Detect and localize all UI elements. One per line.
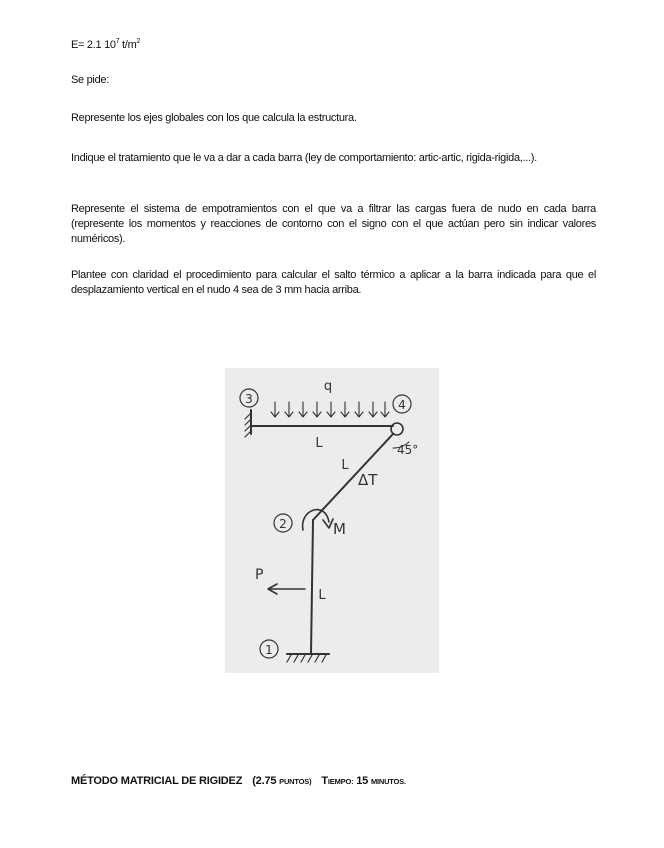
points-word: PUNTOS) — [279, 777, 312, 786]
node-3-label: 3 — [245, 392, 253, 406]
column-2-1 — [311, 520, 313, 654]
material-modulus — [71, 34, 596, 53]
modulus-exponent: 7 — [115, 38, 120, 45]
time-label: IEMPO: — [327, 777, 354, 786]
structure-sketch — [225, 368, 439, 673]
angle-label: 45° — [397, 443, 419, 457]
modulus-unit-exponent: 2 — [136, 38, 141, 45]
thermal-label: ΔT — [358, 471, 378, 489]
distributed-load-q — [271, 402, 389, 417]
node-1-label: 1 — [265, 643, 273, 657]
ground-hatch — [287, 655, 326, 662]
time-unit: MINUTOS. — [370, 777, 406, 786]
length-label-diagonal: L — [341, 458, 349, 473]
question-4: Plantee con claridad el procedimiento para calcular el salto térmico a aplicar a la barra indicada para que el desplazamiento vertical en el nudo 4 sea de 3 mm hacia arriba. — [71, 269, 596, 296]
length-label-column: L — [318, 588, 326, 603]
force-p-label: P — [255, 567, 264, 583]
question-1: Represente los ejes globales con los que calcula la estructura. — [71, 112, 357, 124]
time-value: 15 — [356, 775, 369, 787]
length-label-top: L — [315, 436, 323, 451]
structure-drawing — [225, 368, 439, 673]
node-2-label: 2 — [279, 517, 287, 531]
points-value: (2.75 — [252, 775, 277, 787]
question-3: Represente el sistema de empotramientos con el que va a filtrar las cargas fuera de nudo en cada barra (represente los momentos y reacciones de contorno con el signo con el que actúan pero sin indicar valores numéricos). — [71, 203, 596, 245]
modulus-unit: t/m — [119, 39, 137, 51]
se-pide-label: Se pide: — [71, 74, 109, 86]
modulus-prefix: E= 2.1 10 — [71, 39, 116, 51]
moment-label: M — [333, 520, 346, 538]
time-initial: T — [321, 775, 328, 787]
method-title: MÉTODO MATRICIAL DE RIGIDEZ — [71, 775, 243, 787]
section-heading — [71, 775, 406, 787]
load-q-label: q — [323, 379, 333, 394]
question-2: Indique el tratamiento que le va a dar a cada barra (ley de comportamiento: artic-artic, rigida-rigida,...). — [71, 152, 537, 164]
node-4-label: 4 — [398, 398, 406, 412]
moment-arrow — [303, 510, 329, 530]
diagonal-bar-4-2 — [313, 434, 393, 520]
